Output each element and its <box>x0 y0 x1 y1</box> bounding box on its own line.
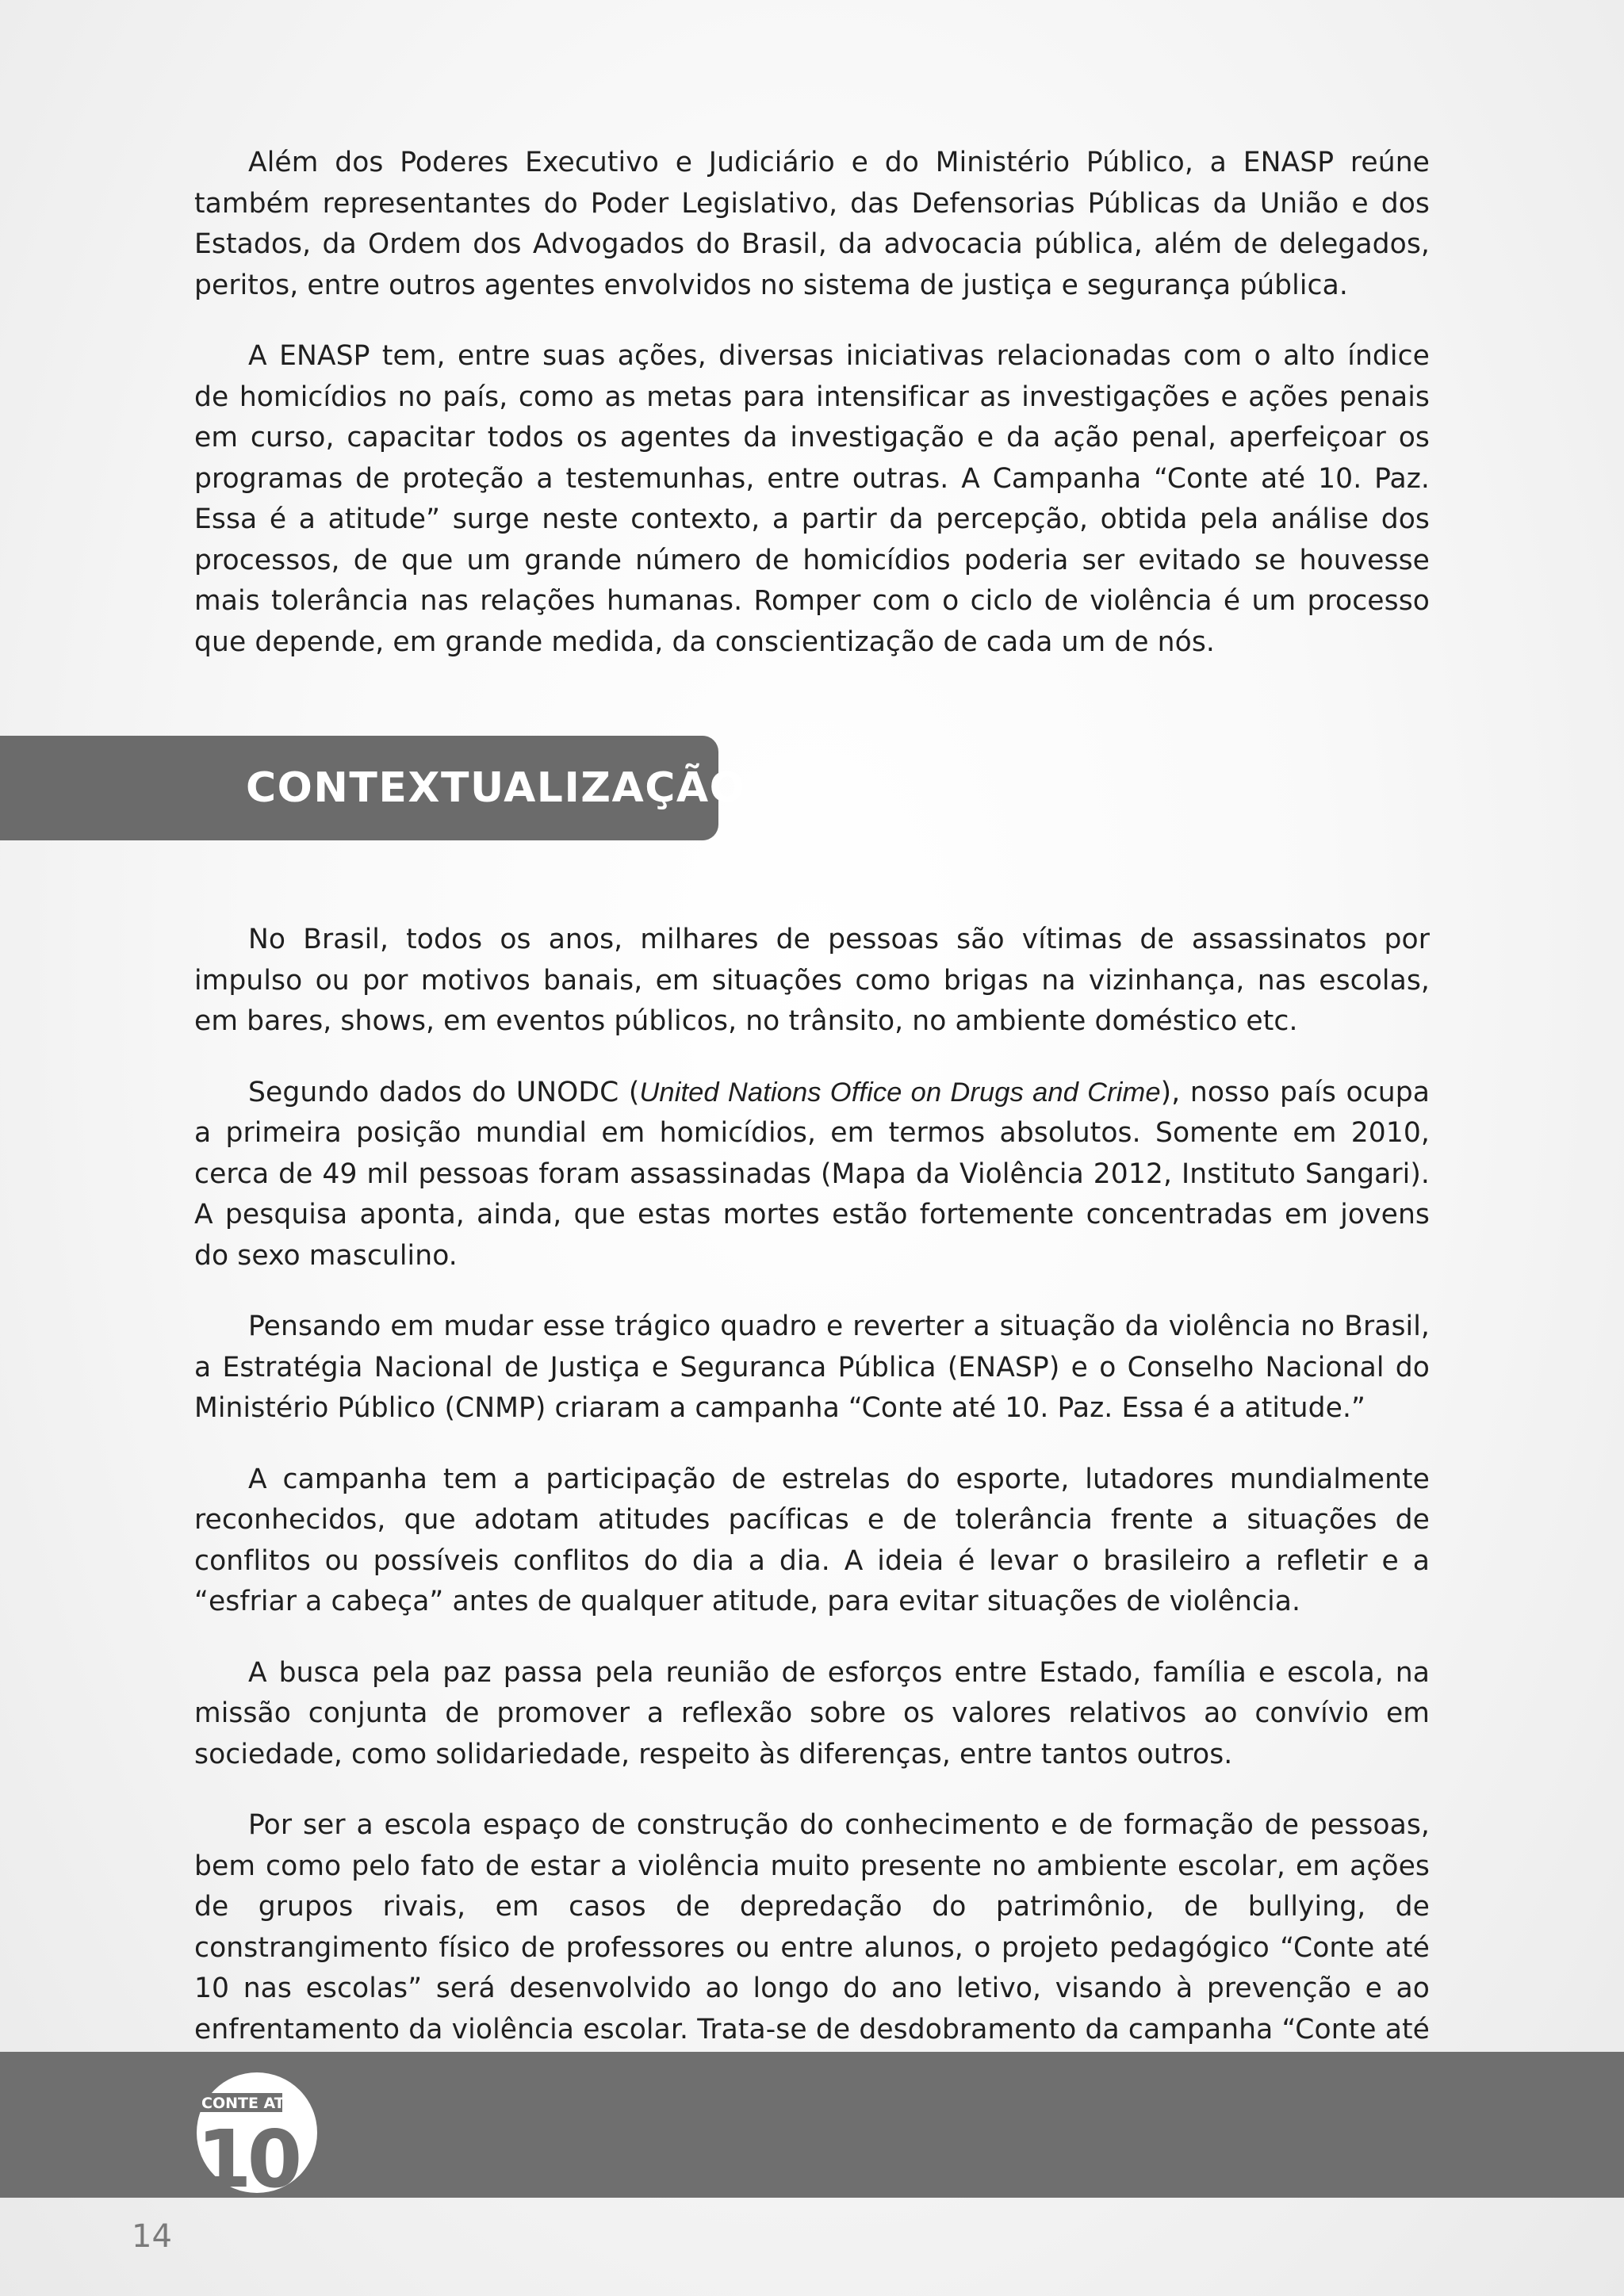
logo-label-text: CONTE ATÉ <box>201 2095 295 2112</box>
intro-paragraph-1: Além dos Poderes Executivo e Judiciário e do Ministério Público, a ENASP reúne também representantes do Poder Legislativo, das Defensorias Públicas da União e dos Estados, da Ordem dos Advogados do Brasil, da advocacia pública, além de delegados, peritos, entre outros agentes envolvidos no sistema de justiça e segurança pública. <box>194 147 1430 301</box>
conte-ate-10-logo <box>195 2071 319 2195</box>
context-text-block <box>194 920 1430 2122</box>
intro-paragraph-2: A ENASP tem, entre suas ações, diversas iniciativas relacionadas com o alto índice de homicídios no país, como as metas para intensificar as investigações e ações penais em curso, capacitar todos os agentes da investigação e da ação penal, aperfeiçoar os programas de proteção a testemunhas, entre outras. A Campanha “Conte até 10. Paz. Essa é a atitude” surge neste contexto, a partir da percepção, obtida pela análise dos processos, de que um grande número de homicídios poderia ser evitado se houvesse mais tolerância nas relações humanas. Romper com o ciclo de violência é um processo que depende, em grande medida, da conscientização de cada um de nós. <box>194 340 1430 658</box>
context-paragraph-5: A busca pela paz passa pela reunião de esforços entre Estado, família e escola, na missão conjunta de promover a reflexão sobre os valores relativos ao convívio em sociedade, como solidariedade, respeito às diferenças, entre tantos outros. <box>194 1656 1430 1770</box>
page-number: 14 <box>132 2218 172 2255</box>
context-paragraph-2 <box>194 1073 1430 1277</box>
unodc-name-italic: United Nations Office on Drugs and Crime <box>639 1077 1161 1108</box>
logo-number-text: 10 <box>197 2113 298 2195</box>
context-paragraph-3: Pensando em mudar esse trágico quadro e reverter a situação da violência no Brasil, a Estratégia Nacional de Justiça e Seguranca Pública (ENASP) e o Conselho Nacional do Ministério Público (CNMP) criaram a campanha “Conte até 10. Paz. Essa é a atitude.” <box>194 1311 1430 1424</box>
intro-text-block <box>194 143 1430 693</box>
context-paragraph-2-start: Segundo dados do UNODC ( <box>248 1076 640 1108</box>
section-banner <box>0 736 746 840</box>
context-paragraph-2-end: ), nosso país ocupa a primeira posição mundial em homicídios, em termos absolutos. Somente em 2010, cerca de 49 mil pessoas foram assassinadas (Mapa da Violência 2012, Instituto Sangari). A pesquisa aponta, ainda, que estas mortes estão fortemente concentradas em jovens do sexo masculino. <box>194 1076 1431 1272</box>
section-title: CONTEXTUALIZAÇÃO <box>246 764 746 812</box>
context-paragraph-6: Por ser a escola espaço de construção do conhecimento e de formação de pessoas, bem como pelo fato de estar a violência muito presente no ambiente escolar, em ações de grupos rivais, em casos de depredação do patrimônio, de bullying, de constrangimento físico de professores ou entre alunos, o projeto pedagógico “Conte até 10 nas escolas” será desenvolvido ao longo do ano letivo, visando à prevenção e ao enfrentamento da violência escolar. Trata-se de desdobramento da campanha “Conte até <box>194 1809 1430 2045</box>
context-paragraph-4: A campanha tem a participação de estrelas do esporte, lutadores mundialmente reconhecidos, que adotam atitudes pacíficas e de tolerância frente a situações de conflitos ou possíveis conflitos do dia a dia. A ideia é levar o brasileiro a refletir e a “esfriar a cabeça” antes de qualquer atitude, para evitar situações de violência. <box>194 1463 1430 1617</box>
context-paragraph-1: No Brasil, todos os anos, milhares de pessoas são vítimas de assassinatos por impulso ou por motivos banais, em situações como brigas na vizinhança, nas escolas, em bares, shows, em eventos públicos, no trânsito, no ambiente doméstico etc. <box>194 924 1430 1037</box>
